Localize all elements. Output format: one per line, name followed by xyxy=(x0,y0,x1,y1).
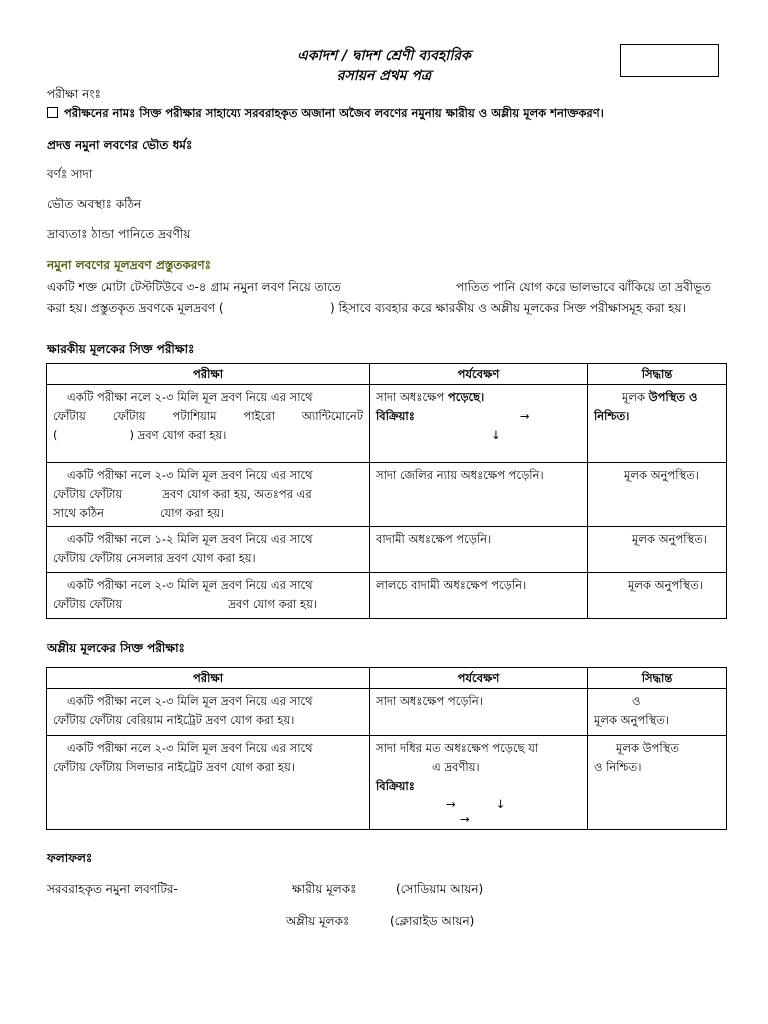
table-row xyxy=(47,689,727,736)
arrow-down-icon: ↓ xyxy=(491,428,501,442)
table-row xyxy=(47,527,727,573)
result-acid-label: অম্লীয় মূলকঃ xyxy=(286,914,350,928)
header-decision: সিদ্ধান্ত xyxy=(588,668,727,689)
prep-line1a: একটি শক্ত মোটা টেস্টটিউবে ৩-৪ গ্রাম নমুনা লবণ নিয়ে তাতে xyxy=(47,280,341,294)
arrow-down-icon: ↓ xyxy=(495,797,506,811)
header-observation: পর্যবেক্ষণ xyxy=(370,668,588,689)
physical-solubility: দ্রাব্যতাঃ ঠান্ডা পানিতে দ্রবণীয় xyxy=(47,227,191,241)
table-row xyxy=(47,573,727,619)
test-cell: একটি পরীক্ষা নলে ১-২ মিলি মূল দ্রবণ নিয়ে এর সাথে ফোঁটায় ফোঁটায় নেসলার দ্রবণ যোগ করা হয়। xyxy=(47,527,370,573)
acid-title: অম্লীয় মূলকের সিক্ত পরীক্ষাঃ xyxy=(47,641,185,655)
arrow-right-icon: → xyxy=(446,797,456,811)
prep-line1b: পাতিত পানি যোগ করে ভালভাবে ঝাঁকিয়ে তা দ্রবীভূত xyxy=(456,280,712,294)
basic-table xyxy=(46,363,727,619)
header-observation: পর্যবেক্ষণ xyxy=(370,364,588,385)
physical-state: ভৌত অবস্থাঃ কঠিন xyxy=(47,197,142,211)
decision-cell: মূলক অনুপস্থিত। xyxy=(588,463,727,527)
decision-cell: মূলক অনুপস্থিত। xyxy=(588,573,727,619)
observation-cell: লালচে বাদামী অধঃক্ষেপ পড়েনি। xyxy=(370,573,588,619)
result-acid-value: (ক্লোরাইড আয়ন) xyxy=(390,914,475,928)
acid-table xyxy=(46,667,727,830)
test-cell: একটি পরীক্ষা নলে ২-৩ মিলি মূল দ্রবণ নিয়ে এর সাথে ফোঁটায় ফোঁটায় দ্রবণ যোগ করা হয়। xyxy=(47,573,370,619)
roll-box xyxy=(620,44,719,77)
test-cell: একটি পরীক্ষা নলে ২-৩ মিলি মূল দ্রবণ নিয়ে এর সাথে ফোঁটায় ফোঁটায় সিলভার নাইট্রেট দ্রবণ যোগ করা হয়। xyxy=(47,736,370,830)
physical-color: বর্ণঃ সাদা xyxy=(47,167,93,181)
table-row xyxy=(47,736,727,830)
observation-cell: সাদা জেলির ন্যায় অধঃক্ষেপ পড়েনি। xyxy=(370,463,588,527)
test-cell: একটি পরীক্ষা নলে ২-৩ মিলি মূল দ্রবণ নিয়ে এর সাথে ফোঁটায় ফোঁটায় দ্রবণ যোগ করা হয়, অতঃপর এর সাথে কঠিন যোগ করা হয়। xyxy=(47,463,370,527)
test-cell: একটি পরীক্ষা নলে ২-৩ মিলি মূল দ্রবণ নিয়ে এর সাথে ফোঁটায় ফোঁটায় পটাশিয়াম পাইরো অ্যান্টিমোনেট ( ) দ্রবণ যোগ করা হয়। xyxy=(47,385,370,463)
decision-cell: মূলক অনুপস্থিত। xyxy=(588,527,727,573)
arrow-right-icon: → xyxy=(460,812,470,826)
observation-cell: বাদামী অধঃক্ষেপ পড়েনি। xyxy=(370,527,588,573)
result-title: ফলাফলঃ xyxy=(47,851,93,865)
header-line2: রসায়ন প্রথম পত্র xyxy=(336,68,432,84)
physical-title: প্রদত্ত নমুনা লবণের ভৌত ধর্মঃ xyxy=(47,138,193,152)
arrow-right-icon: → xyxy=(519,409,530,423)
prep-line2a: করা হয়। প্রস্তুতকৃত দ্রবণকে মূলদ্রবণ ( xyxy=(47,301,224,315)
observation-cell: সাদা অধঃক্ষেপ পড়েছে। বিক্রিয়াঃ → ↓ xyxy=(370,385,588,463)
decision-cell: মূলক উপস্থিত ও নিশ্চিত। xyxy=(588,736,727,830)
header-test: পরীক্ষা xyxy=(47,364,370,385)
checkbox-icon xyxy=(47,107,58,118)
result-sample-label: সরবরাহকৃত নমুনা লবণটির- xyxy=(47,882,178,896)
observation-cell: সাদা অধঃক্ষেপ পড়েনি। xyxy=(370,689,588,736)
prep-title: নমুনা লবণের মূলদ্রবণ প্রস্তুতকরণঃ xyxy=(47,258,212,272)
test-cell: একটি পরীক্ষা নলে ২-৩ মিলি মূল দ্রবণ নিয়ে এর সাথে ফোঁটায় ফোঁটায় বেরিয়াম নাইট্রেট দ্রবণ যোগ করা হয়। xyxy=(47,689,370,736)
basic-title: ক্ষারকীয় মূলকের সিক্ত পরীক্ষাঃ xyxy=(47,342,195,356)
observation-cell: সাদা দধির মত অধঃক্ষেপ পড়েছে যা এ দ্রবণীয়। বিক্রিয়াঃ → ↓ → xyxy=(370,736,588,830)
result-basic-label: ক্ষারীয় মূলকঃ xyxy=(292,882,357,896)
exam-no-label: পরীক্ষা নংঃ xyxy=(47,87,101,101)
table-header-row xyxy=(47,668,727,689)
header-decision: সিদ্ধান্ত xyxy=(588,364,727,385)
decision-cell: ও মূলক অনুপস্থিত। xyxy=(588,689,727,736)
decision-cell: মূলক উপস্থিত ও নিশ্চিত। xyxy=(588,385,727,463)
table-header-row xyxy=(47,364,727,385)
result-basic-value: (সোডিয়াম আয়ন) xyxy=(396,882,484,896)
header-line1: একাদশ / দ্বাদশ শ্রেণী ব্যবহারিক xyxy=(297,48,471,64)
prep-line2b: ) হিসাবে ব্যবহার করে ক্ষারকীয় ও অম্লীয় মূলকের সিক্ত পরীক্ষাসমূহ করা হয়। xyxy=(330,301,686,315)
experiment-name-row xyxy=(47,105,604,124)
experiment-name: পরীক্ষনের নামঃ সিক্ত পরীক্ষার সাহায্যে সরবরাহকৃত অজানা অজৈব লবণের নমুনায় ক্ষারীয় ও অম্লীয় মূলক শনাক্তকরণ। xyxy=(64,106,604,120)
table-row xyxy=(47,463,727,527)
header-test: পরীক্ষা xyxy=(47,668,370,689)
table-row xyxy=(47,385,727,463)
